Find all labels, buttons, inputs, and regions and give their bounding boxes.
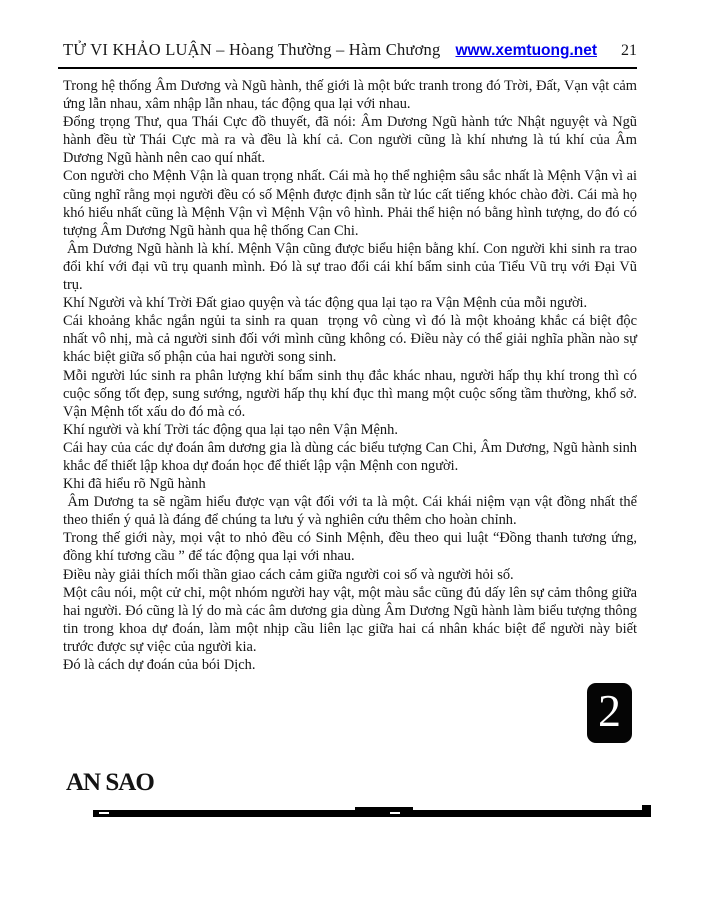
website-link[interactable]: www.xemtuong.net: [455, 42, 597, 59]
book-title: TỬ VI KHẢO LUẬN – Hòang Thường – Hàm Chương: [63, 40, 441, 59]
section-heading: AN SAO: [66, 769, 154, 796]
chapter-number: 2: [598, 685, 621, 736]
body-paragraph: Cái hay của các dự đoán âm dương gia là dùng các biểu tượng Can Chi, Âm Dương, Ngũ hành sinh khắc để thiết lập khoa dự đoán học để thiết lập vận Mệnh con người.: [63, 439, 641, 474]
bottom-rule-bar-raised-segment: [355, 807, 413, 813]
body-paragraph: Điều này giải thích mối thần giao cách cảm giữa người coi số và người hỏi số.: [63, 566, 514, 583]
page-header: [63, 40, 637, 60]
body-paragraph: Khi đã hiểu rõ Ngũ hành: [63, 476, 206, 493]
body-paragraph: Trong hệ thống Âm Dương và Ngũ hành, thế giới là một bức tranh trong đó Trời, Đất, Vạn vật cảm ứng lẫn nhau, xâm nhập lẫn nhau, tác động qua lại với nhau.: [63, 78, 641, 113]
body-paragraph: Âm Dương ta sẽ ngầm hiểu được vạn vật đối với ta là một. Cái khái niệm vạn vật đồng nhất thể theo thiển ý quả là đáng để chúng ta lưu ý và nghiên cứu thêm cho hoàn chỉnh.: [63, 494, 641, 529]
page-number: 21: [621, 42, 637, 59]
body-paragraph: Đổng trọng Thư, qua Thái Cực đồ thuyết, đã nói: Âm Dương Ngũ hành tức Nhật nguyệt và Ngũ hành đều từ Thái Cực mà ra và đều là khí cả. Con người cũng là khí nhưng là tú khí của Âm Dương Ngũ hành nên cao quí nhất.: [63, 114, 641, 167]
body-paragraph: Khí người và khí Trời tác động qua lại tạo nên Vận Mệnh.: [63, 421, 398, 438]
body-paragraph: Khí Người và khí Trời Đất giao quyện và tác động qua lại tạo ra Vận Mệnh của mỗi người.: [63, 295, 588, 312]
header-rule: [58, 67, 637, 69]
body-paragraph: Cái khoảng khắc ngắn ngủi ta sinh ra quan trọng vô cùng vì đó là một khoảng khắc cá biệt độc nhất vô nhị, mà cả người sinh đối với mình cũng không có. Điều này có thể giải nghĩa phần nào sự khác biệt giữa số phận của hai người song sinh.: [63, 313, 641, 366]
body-paragraph: Đó là cách dự đoán của bói Dịch.: [63, 657, 256, 673]
body-paragraph: Mỗi người lúc sinh ra phân lượng khí bẩm sinh thụ đắc khác nhau, người hấp thụ khí trong thì có cuộc sống tốt đẹp, sung sướng, người hấp thụ khí đục thì mang một cuộc sống tầm thường, khổ sở. Vận Mệnh tốt xấu do đó mà có.: [63, 367, 641, 420]
bottom-rule-bar-notch: [390, 812, 400, 814]
body-paragraph: Một câu nói, một cử chỉ, một nhóm người hay vật, một màu sắc cũng đủ dấy lên sự cảm thông giữa hai người. Đó cũng là lý do mà các âm dương gia dùng Âm Dương Ngũ hành làm biểu tượng thông tin trong khoa dự đoán, làm một nhịp cầu liên lạc giữa hai cá nhân khác biệt để người này biết trước được sự việc của người kia.: [63, 584, 641, 655]
bottom-rule-bar-right-tip: [642, 805, 651, 817]
bottom-rule-bar-notch: [99, 812, 109, 814]
body-paragraph: Trong thế giới này, mọi vật to nhỏ đều có Sinh Mệnh, đều theo qui luật “Đồng thanh tương ứng, đồng khí tương cầu ” để tác động qua lại với nhau.: [63, 530, 641, 565]
body-paragraph: Âm Dương Ngũ hành là khí. Mệnh Vận cũng được biểu hiện bằng khí. Con người khi sinh ra trao đổi khí với đại vũ trụ quanh mình. Đó là sự trao đổi cái khí bẩm sinh của Tiểu Vũ trụ với Đại Vũ trụ.: [63, 240, 641, 294]
chapter-number-box: [587, 683, 632, 743]
body-paragraph: Con người cho Mệnh Vận là quan trọng nhất. Cái mà họ thể nghiệm sâu sắc nhất là Mệnh Vận vì ai cũng nghĩ rằng mọi người đều có số Mệnh được định sẵn từ lúc cất tiếng khóc chào đời. Cái mà họ khó hiểu nhất cũng là Mệnh Vận vì Mệnh Vận vô hình. Phải thể hiện nó bằng hình tượng, do đó có tượng Âm Dương Ngũ hành qua hệ thống Can Chi.: [63, 168, 641, 239]
body-text: [63, 77, 641, 674]
